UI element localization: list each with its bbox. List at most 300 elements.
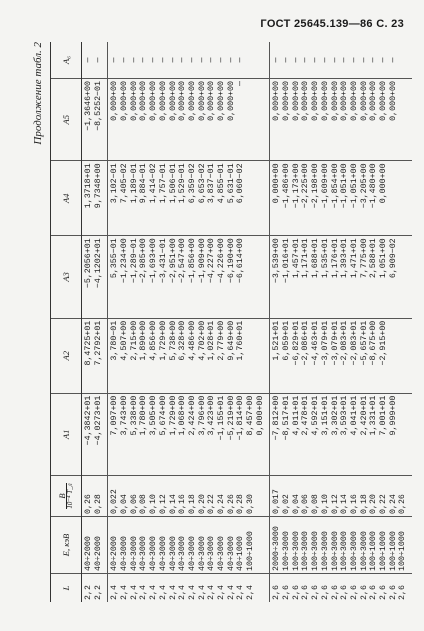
cell-value: 1,457+01 (291, 238, 301, 279)
cell-value: 40÷3000 (187, 536, 197, 571)
cell-lines (273, 44, 399, 76)
cell-value: 2,4 (129, 585, 139, 600)
cell-value: −1,155+01 (216, 395, 226, 441)
cell-value: — (388, 57, 398, 63)
cell-lines (273, 163, 389, 233)
cell-value: — (359, 57, 369, 63)
cell-value: — (168, 57, 178, 63)
cell-a6 (270, 42, 412, 79)
cell-value: 40÷3000 (149, 536, 159, 571)
cell-value: — (301, 57, 311, 63)
cell-value: 0,000+00 (187, 81, 197, 121)
cell-value: 2,6 (330, 585, 340, 600)
cell-value: 0,10 (320, 494, 330, 514)
cell-value: 100÷3000 (291, 531, 301, 571)
cell-value: 5,355−01 (110, 238, 120, 279)
cell-value: 6,909−02 (388, 238, 398, 279)
cell-value: 2,4 (207, 585, 217, 600)
cell-a5 (108, 79, 270, 161)
cell-value: 0,20 (197, 494, 207, 514)
cell-value: — (149, 57, 159, 63)
cell-value: 0,000+00 (359, 81, 369, 121)
cell-value: 2,6 (349, 585, 359, 600)
col-header-A5: A5 (51, 79, 82, 161)
cell-value: −8,517+01 (282, 395, 292, 441)
cell-value: 7,001+01 (378, 395, 388, 436)
cell-value: 2,6 (359, 585, 369, 600)
cell-value: 1,890+00 (139, 320, 149, 361)
cell-value: 2,4 (187, 585, 197, 600)
cell-a4 (270, 161, 412, 236)
cell-value: 2,424+00 (187, 395, 197, 436)
cell-a6 (108, 42, 270, 79)
cell-value: — (378, 57, 388, 63)
cell-value: 2,478+01 (301, 395, 311, 436)
cell-value: 0,08 (139, 494, 149, 514)
cell-value: −2,198+00 (311, 163, 321, 209)
cell-value: 0,28 (93, 494, 103, 514)
cell-value: −3,431−01 (158, 238, 168, 284)
cell-value: — (120, 57, 130, 63)
cell-a3 (82, 236, 108, 318)
cell-value: −1,173+00 (291, 163, 301, 209)
cell-value: 0,04 (120, 494, 130, 514)
cell-value: — (187, 57, 197, 63)
cell-e (82, 517, 108, 574)
cell-value: 9,884−01 (139, 163, 149, 204)
cell-value: 6,060−02 (236, 163, 246, 204)
cell-value: 0,20 (369, 494, 379, 514)
cell-value: 0,000+00 (330, 81, 340, 121)
cell-a3 (270, 236, 412, 318)
cell-value: −2,225+00 (301, 163, 311, 209)
cell-value: 40÷3000 (168, 536, 178, 571)
cell-value: −2,083+01 (340, 320, 350, 366)
cell-value: 9,7348+00 (93, 163, 103, 209)
cell-lines (85, 44, 104, 76)
col-header-A1: A1 (51, 393, 82, 475)
cell-value: 0,000+00 (120, 81, 130, 121)
cell-value: 4,486+00 (187, 320, 197, 361)
cell-b (82, 476, 108, 517)
cell-value: 0,12 (158, 494, 168, 514)
cell-lines (85, 576, 104, 600)
cell-value: 3,505+00 (149, 395, 159, 436)
cell-value: 0,26 (398, 494, 408, 514)
cell-value: −1,234+00 (120, 238, 130, 284)
cell-value: −5,657+01 (359, 320, 369, 366)
cell-value: −8,5252−01 (93, 81, 103, 131)
cell-value: 40÷3000 (139, 536, 149, 571)
cell-value: −2,086+01 (301, 320, 311, 366)
cell-a5 (270, 79, 412, 161)
cell-value: 8,4725+01 (84, 320, 93, 366)
cell-value: −6,614+00 (236, 238, 246, 284)
cell-value: — (282, 57, 292, 63)
cell-value: 3,102−01 (110, 163, 120, 204)
cell-value: −3,539+00 (272, 238, 282, 284)
cell-value: 0,06 (301, 494, 311, 514)
cell-value: 1,506−01 (168, 163, 178, 204)
cell-value: 0,000+00 (272, 163, 282, 204)
cell-value: −3,205+00 (359, 163, 369, 209)
cell-value: 2,2 (93, 585, 103, 600)
cell-value: 0,000+00 (282, 81, 292, 121)
cell-value: −7,812+00 (272, 395, 282, 441)
cell-value: 1,028+01 (207, 320, 217, 361)
cell-b (270, 476, 412, 517)
cell-value: 2,6 (311, 585, 321, 600)
cell-value: 1,331+01 (369, 395, 379, 436)
cell-value: 3,743+00 (120, 395, 130, 436)
cell-value: −1,854+00 (330, 163, 340, 209)
cell-value: 0,000+00 (110, 81, 120, 121)
cell-value: −4,0273+01 (93, 395, 103, 446)
cell-value: 0,000+00 (168, 81, 178, 121)
cell-value: — (207, 57, 217, 63)
col-header-A2: A2 (51, 318, 82, 393)
cell-value: 0,000+00 (158, 81, 168, 121)
cell-value: 6,059+01 (282, 320, 292, 361)
cell-value: 0,000+00 (226, 81, 236, 121)
cell-value: −1,3646+00 (84, 81, 93, 131)
cell-a4 (82, 161, 108, 236)
cell-value: — (236, 57, 246, 63)
cell-value: 1,068+00 (178, 395, 188, 436)
cell-value: 1,729+00 (168, 395, 178, 436)
cell-value: — (178, 57, 188, 63)
cell-value: 100÷3000 (311, 531, 321, 571)
cell-value: — (110, 57, 120, 63)
cell-value: 2,4 (178, 585, 188, 600)
cell-value: 100÷3000 (320, 531, 330, 571)
cell-value: 2,4 (216, 585, 226, 600)
cell-value: 100÷3000 (282, 531, 292, 571)
cell-value: 0,000+00 (207, 81, 217, 121)
cell-value: 1,189−01 (129, 163, 139, 204)
cell-value: −1,814+00 (236, 395, 246, 441)
col-header-B-num: B (58, 483, 68, 508)
cell-value: 0,000+00 (149, 81, 159, 121)
cell-value: 0,26 (226, 494, 236, 514)
cell-a3 (108, 236, 270, 318)
cell-value: −4,1202+01 (93, 238, 103, 289)
cell-value: 0,08 (311, 494, 321, 514)
cell-value: 0,16 (349, 494, 359, 514)
cell-value: 1,3718+01 (84, 163, 93, 209)
cell-value: 0,000+00 (369, 81, 379, 121)
cell-value: 40÷3000 (216, 536, 226, 571)
cell-value: 2,4 (226, 585, 236, 600)
cell-value: 40÷2000 (84, 536, 93, 571)
cell-value: 40÷3000 (120, 536, 130, 571)
cell-value: 0,24 (388, 494, 398, 514)
cell-value: 0,017 (272, 489, 282, 514)
cell-value: 40÷3000 (178, 536, 188, 571)
cell-lines (111, 163, 247, 233)
cell-value: 1,535+01 (320, 238, 330, 279)
cell-value: 0,000+00 (301, 81, 311, 121)
cell-value: −6,190+00 (226, 238, 236, 284)
cell-value: −1,693+00 (149, 238, 159, 284)
cell-value: 9,999+00 (388, 395, 398, 436)
cell-lines (85, 396, 104, 473)
cell-value: 2,2 (84, 585, 93, 600)
cell-value: 1,393+01 (340, 238, 350, 279)
cell-value: 2,6 (320, 585, 330, 600)
cell-value: 40÷1000 (236, 536, 246, 571)
cell-value: 0,000+00 (388, 81, 398, 121)
cell-value: 40÷3000 (207, 536, 217, 571)
cell-value: 4,507+00 (120, 320, 130, 361)
cell-value: 0,16 (178, 494, 188, 514)
cell-a4 (108, 161, 270, 236)
cell-e (270, 517, 412, 574)
cell-value: −6,829+01 (291, 320, 301, 366)
cell-value: −5,2056+01 (84, 238, 93, 289)
cell-value: 100÷3000 (349, 531, 359, 571)
cell-value: −2,915+00 (378, 320, 388, 366)
cell-value: — (158, 57, 168, 63)
cell-value: — (340, 57, 350, 63)
cell-value: 2,4 (149, 585, 159, 600)
cell-value: 0,22 (207, 494, 217, 514)
cell-lines (111, 238, 247, 315)
cell-value: 2,6 (282, 585, 292, 600)
cell-value: −1,856+00 (187, 238, 197, 284)
cell-value: 100÷3000 (359, 531, 369, 571)
col-header-L: L (51, 574, 82, 603)
cell-value: 0,000+00 (340, 81, 350, 121)
col-header-B (51, 476, 82, 517)
table-row-group (108, 42, 270, 602)
cell-value: 2,6 (398, 585, 408, 600)
cell-value: 2,6 (291, 585, 301, 600)
cell-value: 2,588+01 (369, 238, 379, 279)
cell-value: 4,041+01 (349, 395, 359, 436)
cell-value: 5,738+00 (168, 320, 178, 361)
cell-value: −8,675+00 (369, 320, 379, 366)
cell-value: 1,780+00 (139, 395, 149, 436)
cell-value: 0,18 (187, 494, 197, 514)
cell-value: 100÷1000 (378, 531, 388, 571)
cell-lines (85, 238, 104, 315)
col-header-E: E, кэВ (51, 517, 82, 574)
cell-value: 2,4 (139, 585, 149, 600)
cell-value: −1,909+00 (197, 238, 207, 284)
cell-value: −1,016+01 (282, 238, 292, 284)
cell-lines (85, 321, 104, 391)
cell-value: 4,856+00 (149, 320, 159, 361)
cell-value: −3,079+01 (320, 320, 330, 366)
cell-value: 1,176+01 (330, 238, 340, 279)
cell-value: 100÷3000 (330, 531, 340, 571)
cell-value: 7,097+00 (110, 395, 120, 436)
cell-value: −1,051+00 (349, 163, 359, 209)
cell-value: 2,4 (168, 585, 178, 600)
cell-value: −4,3842+01 (84, 395, 93, 446)
cell-value: 40÷3000 (129, 536, 139, 571)
cell-value: −1,480+00 (369, 163, 379, 209)
cell-value: 1,729+00 (158, 320, 168, 361)
cell-value: 1,521+01 (272, 320, 282, 361)
cell-lines (111, 576, 256, 600)
cell-value: −1,609+00 (320, 163, 330, 209)
coefficients-table (50, 42, 412, 602)
cell-value: 100÷3000 (340, 531, 350, 571)
cell-value: — (330, 57, 340, 63)
cell-value: 40÷2000 (93, 536, 103, 571)
cell-value: — (311, 57, 321, 63)
cell-value: 2,4 (236, 585, 246, 600)
cell-value: 4,702+00 (197, 320, 207, 361)
cell-e (108, 517, 270, 574)
cell-value: 0,000+00 (311, 81, 321, 121)
cell-lines (111, 519, 256, 571)
cell-value: 100÷1000 (369, 531, 379, 571)
cell-value: 0,000+00 (272, 81, 282, 121)
cell-value: 1,051+00 (378, 238, 388, 279)
cell-value: −2,083+01 (349, 320, 359, 366)
cell-lines (273, 238, 399, 315)
col-header-B-den: 10⁻⁴ Т_л (66, 483, 75, 509)
cell-value: 4,592+01 (311, 395, 321, 436)
cell-value: 0,000+00 (216, 81, 226, 121)
cell-value: 0,06 (129, 494, 139, 514)
table-caption: Продолжение табл. 2 (32, 42, 44, 145)
cell-value: 2000÷3000 (272, 526, 282, 571)
cell-a2 (108, 318, 270, 393)
cell-value: — (369, 57, 379, 63)
cell-value: 2,4 (110, 585, 120, 600)
cell-value: — (93, 57, 103, 63)
cell-lines (111, 81, 247, 158)
cell-l (82, 574, 108, 603)
cell-value: 0,000+00 (129, 81, 139, 121)
cell-value: 0,10 (149, 494, 159, 514)
table-row-group (270, 42, 412, 602)
cell-lines (273, 576, 409, 600)
cell-value: 3,837−01 (207, 163, 217, 204)
cell-value: 3,796+00 (197, 395, 207, 436)
cell-a1 (270, 393, 412, 475)
cell-value: 1,171+01 (301, 238, 311, 279)
cell-a6 (82, 42, 108, 79)
cell-value: 2,6 (301, 585, 311, 600)
cell-value: 5,338+00 (129, 395, 139, 436)
cell-value: −2,547+00 (178, 238, 188, 284)
cell-value: 3,302+01 (330, 395, 340, 436)
cell-value: 0,02 (282, 494, 292, 514)
cell-value: 100÷1000 (388, 531, 398, 571)
cell-value: 100÷1000 (398, 531, 408, 571)
cell-a1 (108, 393, 270, 475)
cell-value: 1,471+01 (349, 238, 359, 279)
cell-value: 0,30 (246, 494, 255, 514)
cell-value: 40÷3000 (197, 536, 207, 571)
col-header-A3: A3 (51, 236, 82, 318)
cell-value: 2,4 (120, 585, 130, 600)
cell-value: 2,6 (340, 585, 350, 600)
cell-value: 5,631−01 (226, 163, 236, 204)
cell-b (108, 476, 270, 517)
cell-lines (273, 478, 409, 514)
cell-value: — (216, 57, 226, 63)
cell-lines (273, 81, 399, 158)
cell-value: 2,420+01 (359, 395, 369, 436)
cell-value: 4,855−01 (216, 163, 226, 204)
table-rotated-block (32, 42, 408, 602)
cell-value: −5,219+00 (226, 395, 236, 441)
cell-lines (273, 321, 389, 391)
cell-value: −1,289−01 (129, 238, 139, 284)
cell-value: — (349, 57, 359, 63)
cell-lines (111, 321, 247, 391)
cell-value: 7,775+00 (359, 238, 369, 279)
col-header-A6: A₆ (51, 42, 82, 79)
cell-value: 0,000+00 (291, 81, 301, 121)
cell-value: 7,405−02 (120, 163, 130, 204)
cell-value: 7,2792+01 (93, 320, 103, 366)
cell-value: 2,6 (378, 585, 388, 600)
cell-value: 8,457+00 (246, 395, 255, 436)
cell-value: 4,011+01 (291, 395, 301, 436)
cell-value: 5,674+00 (158, 395, 168, 436)
cell-value: −2,951+00 (168, 238, 178, 284)
cell-value: −4,227+00 (207, 238, 217, 284)
cell-value: 1,757−01 (158, 163, 168, 204)
cell-value: 0,12 (330, 494, 340, 514)
cell-value: 0,18 (359, 494, 369, 514)
cell-value: 0,24 (216, 494, 226, 514)
cell-value: 0,000+00 (255, 395, 265, 436)
cell-value: 0,000+00 (320, 81, 330, 121)
cell-value: −1,486+00 (282, 163, 292, 209)
cell-value: 0,04 (291, 494, 301, 514)
cell-lines (85, 478, 104, 514)
cell-value: 0,000+00 (378, 163, 388, 204)
cell-lines (85, 519, 104, 571)
cell-value: — (320, 57, 330, 63)
cell-value: 0,000+00 (378, 81, 388, 121)
cell-value: — (129, 57, 139, 63)
cell-value: 3,593+01 (340, 395, 350, 436)
cell-l (108, 574, 270, 603)
cell-value: 40÷3000 (226, 536, 236, 571)
cell-value: 1,529−01 (178, 163, 188, 204)
cell-value: — (84, 57, 93, 63)
cell-value: 3,423+00 (207, 395, 217, 436)
cell-value: — (272, 57, 282, 63)
cell-value: −2,985+00 (139, 238, 149, 284)
cell-value: 40÷2000 (110, 536, 120, 571)
cell-value: 100÷1000 (246, 531, 255, 571)
cell-value: 0,000+00 (178, 81, 188, 121)
cell-value: 0,22 (378, 494, 388, 514)
cell-lines (85, 163, 104, 233)
cell-value: 2,715+00 (129, 320, 139, 361)
cell-lines (85, 81, 104, 158)
cell-value: 0,000+00 (197, 81, 207, 121)
cell-value: 1,414−02 (149, 163, 159, 204)
col-header-A4: A4 (51, 161, 82, 236)
cell-value: −4,226+00 (216, 238, 226, 284)
cell-value: — (197, 57, 207, 63)
cell-value: 6,653−02 (197, 163, 207, 204)
cell-lines (273, 396, 399, 473)
table-header-row (51, 42, 82, 602)
cell-value: 0,000+00 (349, 81, 359, 121)
